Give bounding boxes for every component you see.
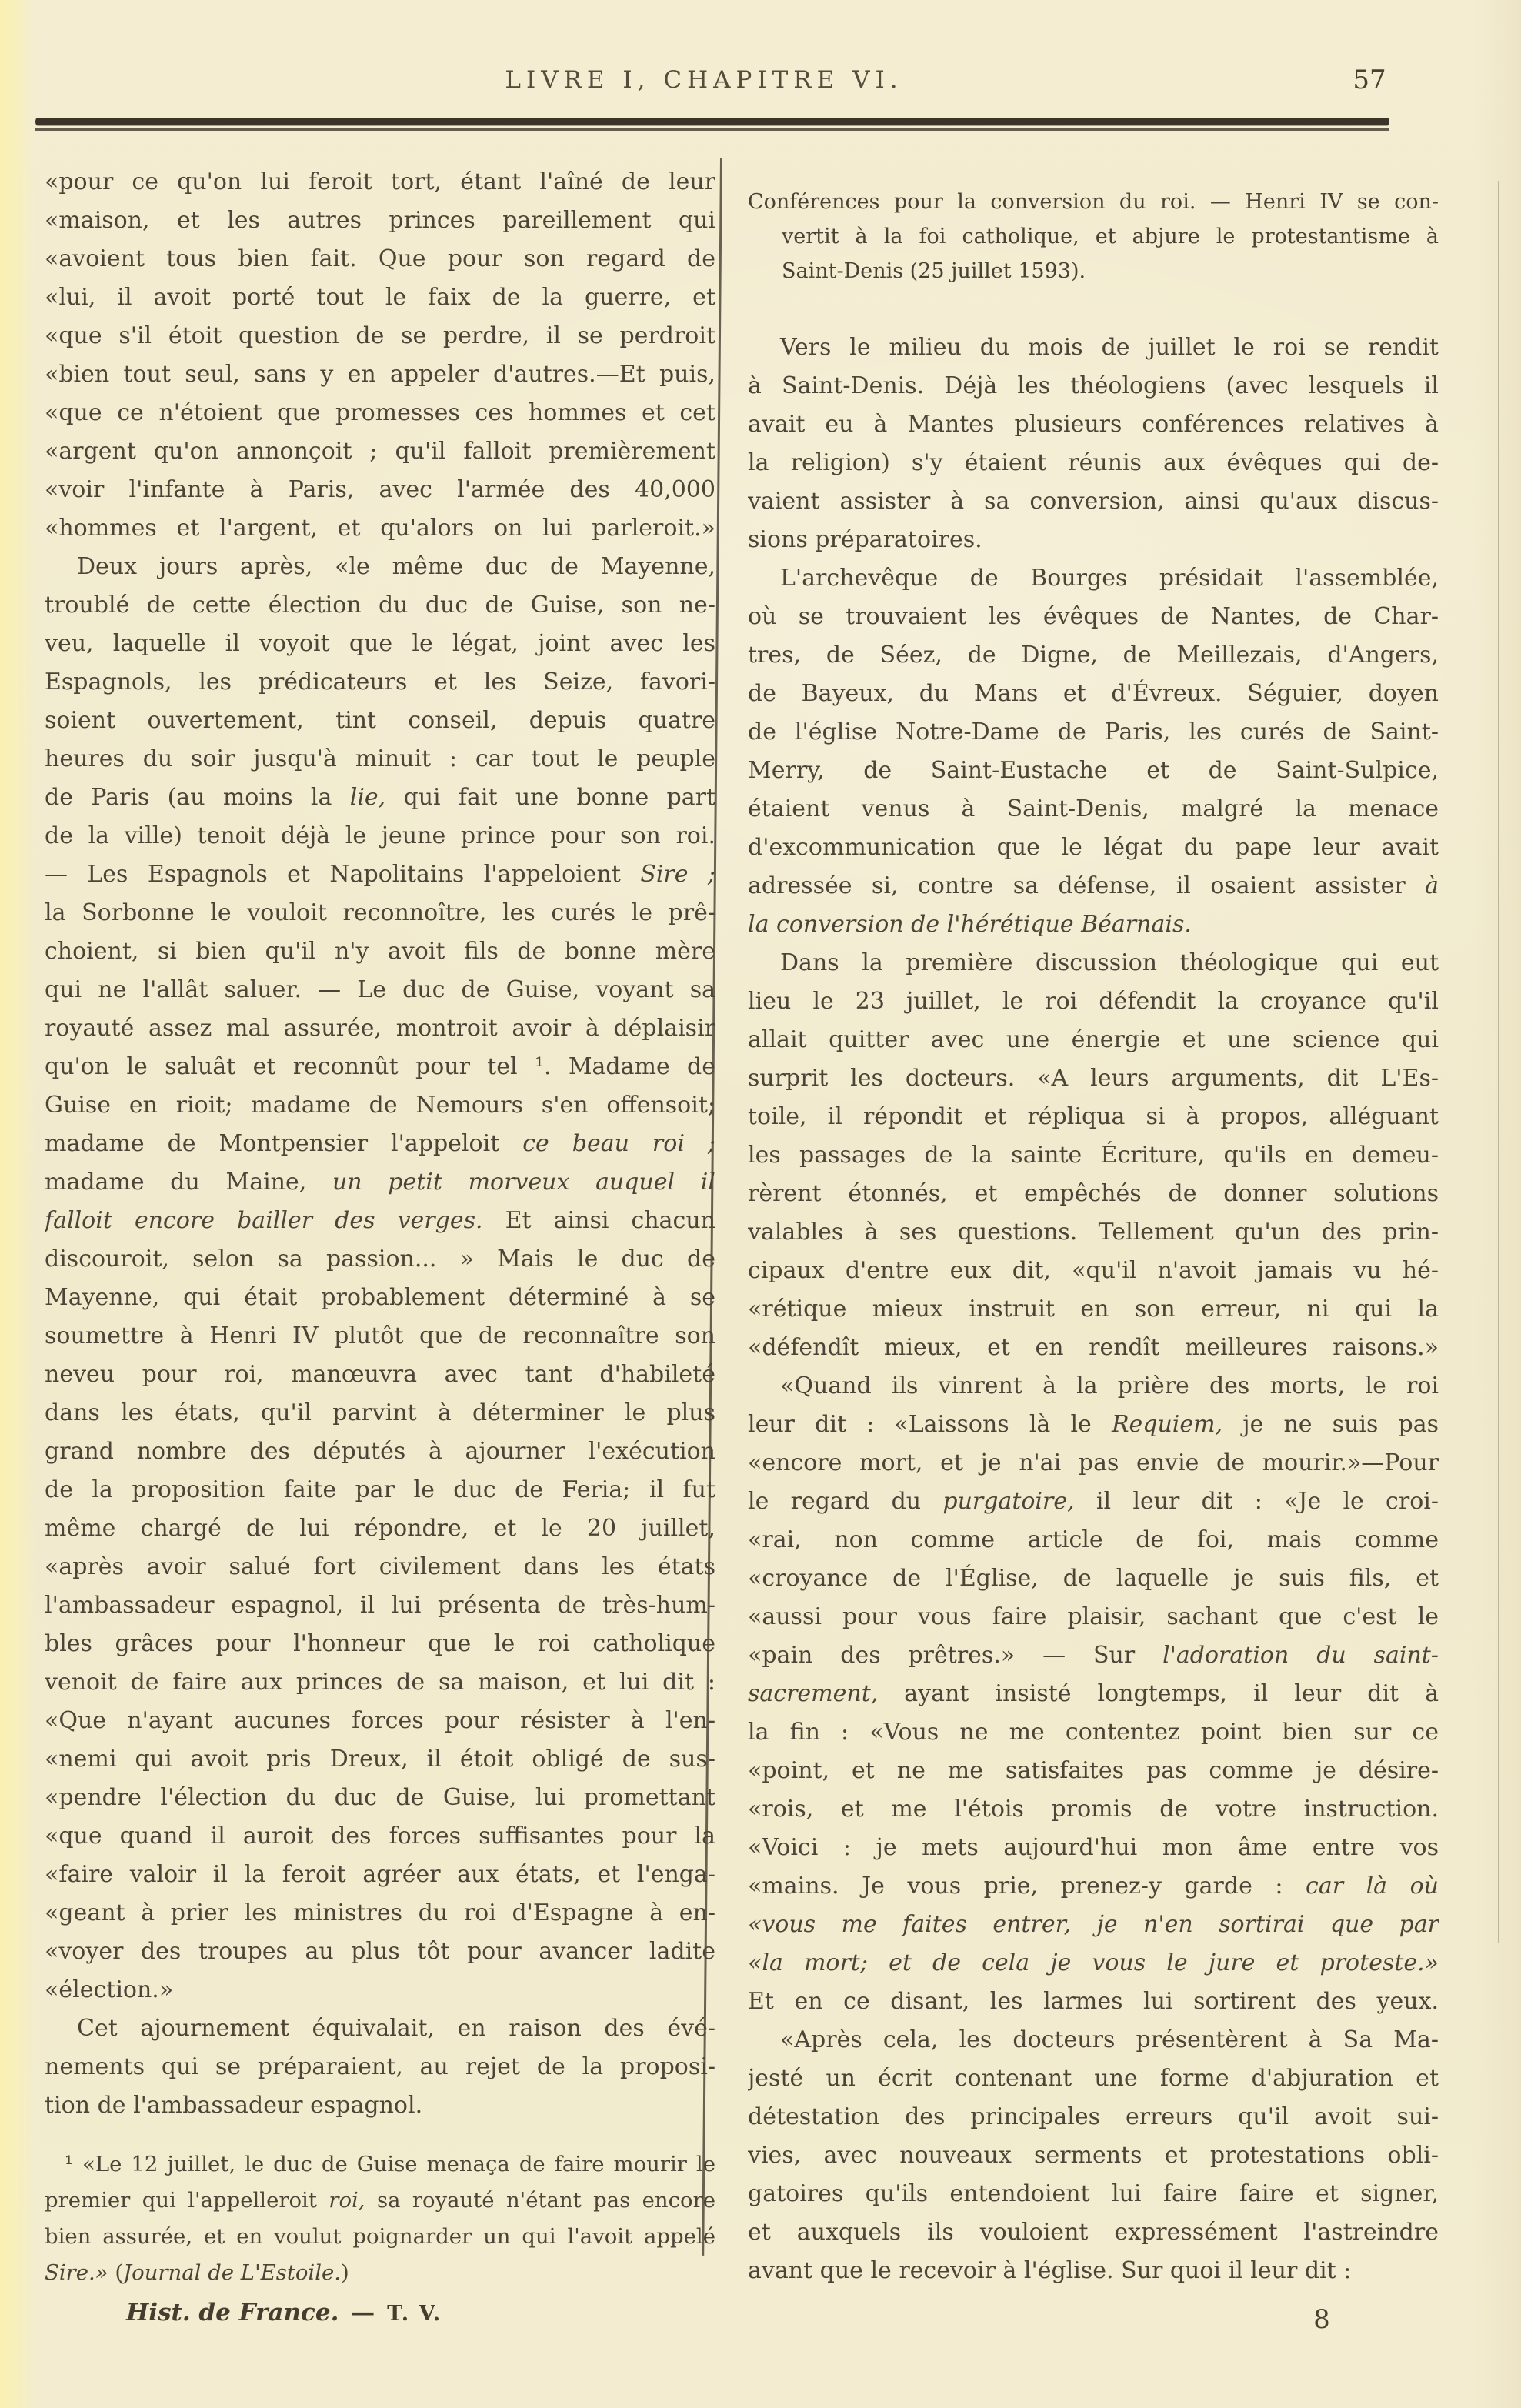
text-line: royauté assez mal assurée, montroit avoir à déplaisir [45, 1015, 715, 1042]
text-line: «nemi qui avoit pris Dreux, il étoit obligé de sus- [45, 1746, 715, 1773]
text-line: gatoires qu'ils entendoient lui faire faire et signer, [748, 2180, 1439, 2207]
text-line: tion de l'ambassadeur espagnol. [45, 2092, 423, 2119]
text-line: grand nombre des députés à ajourner l'exécution [45, 1438, 715, 1465]
text-line: de Bayeux, du Mans et d'Évreux. Séguier, doyen [748, 680, 1439, 707]
signature-dash: — [351, 2299, 375, 2326]
text-line: heures du soir jusqu'à minuit : car tout le peuple [45, 745, 715, 772]
text-line: «Après cela, les docteurs présentèrent à Sa Ma- [780, 2026, 1439, 2053]
text-line: leur dit : «Laissons là le Requiem, je ne suis pas [748, 1411, 1439, 1438]
text-line: troublé de cette élection du duc de Guise, son ne- [45, 592, 715, 619]
text-line: et auxquels ils vouloient expressément l'astreindre [748, 2219, 1439, 2246]
text-line: «Voici : je mets aujourd'hui mon âme entre vos [748, 1834, 1439, 1861]
volume-signature [45, 2296, 715, 2331]
text-line: Deux jours après, «le même duc de Mayenne, [77, 553, 715, 580]
text-line: qui ne l'allât saluer. — Le duc de Guise, voyant sa [45, 976, 715, 1003]
text-line: détestation des principales erreurs qu'il avoit sui- [748, 2103, 1439, 2130]
text-line: «défendît mieux, et en rendît meilleures raisons.» [748, 1334, 1439, 1361]
text-line: Vers le milieu du mois de juillet le roi se rendit [780, 334, 1439, 361]
text-line: à Saint-Denis. Déjà les théologiens (avec lesquels il [748, 372, 1439, 399]
text-line: venoit de faire aux princes de sa maison, et lui dit : [45, 1669, 715, 1696]
text-line: «rois, et me l'étois promis de votre instruction. [748, 1796, 1439, 1823]
text-line: «point, et ne me satisfaites pas comme je désire- [748, 1757, 1439, 1784]
text-line: Sire.» (Journal de L'Estoile.) [45, 2260, 349, 2285]
right-column [748, 185, 1439, 2290]
text-line: vaient assister à sa conversion, ainsi qu'aux discus- [748, 488, 1439, 515]
text-line: «avoient tous bien fait. Que pour son regard de [45, 245, 715, 272]
text-line: tres, de Séez, de Digne, de Meillezais, d'Angers, [748, 642, 1439, 669]
text-line: «hommes et l'argent, et qu'alors on lui parleroit.» [45, 515, 715, 542]
text-line: dans les états, qu'il parvint à déterminer le plus [45, 1399, 715, 1426]
left-column [45, 163, 715, 2331]
text-line: Et en ce disant, les larmes lui sortirent des yeux. [748, 1988, 1439, 2015]
text-line: «croyance de l'Église, de laquelle je suis fils, et [748, 1565, 1439, 1592]
text-line: rèrent étonnés, et empêchés de donner solutions [748, 1180, 1439, 1207]
text-line: «rétique mieux instruit en son erreur, ni qui la [748, 1296, 1439, 1322]
text-line: ¹ «Le 12 juillet, le duc de Guise menaça de faire mourir le [65, 2152, 715, 2176]
text-line: «pendre l'élection du duc de Guise, lui promettant [45, 1784, 715, 1811]
text-line: «que quand il auroit des forces suffisantes pour la [45, 1823, 715, 1849]
sheet-signature-mark: 8 [1313, 2304, 1330, 2335]
text-line: premier qui l'appelleroit roi, sa royauté n'étant pas encore [45, 2188, 715, 2213]
text-line: de l'église Notre-Dame de Paris, les curés de Saint- [748, 719, 1439, 745]
header-rule-thin [35, 128, 1389, 131]
text-line: «que s'il étoit question de se perdre, il se perdroit [45, 322, 715, 349]
right-column-body [748, 329, 1439, 2290]
text-line: l'ambassadeur espagnol, il lui présenta de très-hum- [45, 1592, 715, 1619]
chapter-summary [748, 185, 1439, 288]
text-line: Espagnols, les prédicateurs et les Seize, favori- [45, 669, 715, 695]
text-line: «Que n'ayant aucunes forces pour résister à l'en- [45, 1707, 715, 1734]
text-line: neveu pour roi, manœuvra avec tant d'habileté [45, 1361, 715, 1388]
text-line: Merry, de Saint-Eustache et de Saint-Sulpice, [748, 757, 1439, 784]
footnote [45, 2146, 715, 2291]
text-line: adressée si, contre sa défense, il osaient assister à [748, 872, 1439, 899]
text-line: vies, avec nouveaux serments et protestations obli- [748, 2142, 1439, 2169]
text-line: «lui, il avoit porté tout le faix de la guerre, et [45, 284, 715, 311]
running-head: LIVRE I, CHAPITRE VI. [505, 66, 903, 94]
text-line: «voir l'infante à Paris, avec l'armée des 40,000 [45, 476, 715, 503]
text-line: «après avoir salué fort civilement dans les états [45, 1553, 715, 1580]
text-line: de Paris (au moins la lie, qui fait une bonne part [45, 784, 715, 811]
text-line: étaient venus à Saint-Denis, malgré la menace [748, 795, 1439, 822]
text-line: lieu le 23 juillet, le roi défendit la croyance qu'il [748, 988, 1439, 1015]
text-line: jesté un écrit contenant une forme d'abjuration et [748, 2065, 1439, 2092]
header-rule [35, 118, 1389, 131]
header-rule-thick [35, 118, 1389, 125]
text-line: «vous me faites entrer, je n'en sortirai que par [748, 1911, 1439, 1938]
text-line: soient ouvertement, tint conseil, depuis quatre [45, 707, 715, 734]
text-line: la fin : «Vous ne me contentez point bien sur ce [748, 1719, 1439, 1746]
text-line: «élection.» [45, 1976, 174, 2003]
text-line: Guise en rioit; madame de Nemours s'en offensoit; [45, 1092, 715, 1119]
text-line: — Les Espagnols et Napolitains l'appeloient Sire ; [45, 861, 715, 888]
text-line: discouroit, selon sa passion... » Mais le duc de [45, 1246, 715, 1272]
text-line: «rai, non comme article de foi, mais comme [748, 1526, 1439, 1553]
text-line: falloit encore bailler des verges. Et ainsi chacun [45, 1207, 715, 1234]
text-line: «encore mort, et je n'ai pas envie de mourir.»—Pour [748, 1449, 1439, 1476]
text-line: vertit à la foi catholique, et abjure le protestantisme à [782, 225, 1439, 248]
text-line: «bien tout seul, sans y en appeler d'autres.—Et puis, [45, 361, 715, 388]
text-line: «pain des prêtres.» — Sur l'adoration du saint- [748, 1642, 1439, 1669]
text-line: toile, il répondit et répliqua si à propos, alléguant [748, 1103, 1439, 1130]
text-line: «voyer des troupes au plus tôt pour avancer ladite [45, 1938, 715, 1965]
text-line: choient, si bien qu'il n'y avoit fils de bonne mère [45, 938, 715, 965]
text-line: nements qui se préparaient, au rejet de la proposi- [45, 2053, 715, 2080]
text-line: même chargé de lui répondre, et le 20 juillet, [45, 1515, 715, 1542]
text-line: veu, laquelle il voyoit que le légat, joint avec les [45, 630, 715, 657]
page-edge-line [1498, 181, 1499, 1943]
page-number: 57 [1353, 65, 1386, 95]
text-line: allait quitter avec une énergie et une science qui [748, 1026, 1439, 1053]
text-line: Dans la première discussion théologique qui eut [780, 949, 1439, 976]
text-line: L'archevêque de Bourges présidait l'assemblée, [780, 565, 1439, 592]
text-line: avant que le recevoir à l'église. Sur quoi il leur dit : [748, 2257, 1352, 2284]
text-line: Saint-Denis (25 juillet 1593). [782, 259, 1086, 283]
text-line: soumettre à Henri IV plutôt que de reconnaître son [45, 1322, 715, 1349]
text-line: Cet ajournement équivalait, en raison des évé- [77, 2015, 715, 2042]
text-line: «Quand ils vinrent à la prière des morts, le roi [780, 1372, 1439, 1399]
text-line: «la mort; et de cela je vous le jure et proteste.» [748, 1949, 1439, 1976]
text-line: madame de Montpensier l'appeloit ce beau roi ; [45, 1130, 715, 1157]
text-line: «maison, et les autres princes pareillement qui [45, 207, 715, 234]
text-line: «argent qu'on annonçoit ; qu'il falloit premièrement [45, 438, 715, 465]
text-line: la Sorbonne le vouloit reconnoître, les curés le prê- [45, 899, 715, 926]
text-line: «mains. Je vous prie, prenez-y garde : car là où [748, 1873, 1439, 1899]
text-line: bles grâces pour l'honneur que le roi catholique [45, 1630, 715, 1657]
text-line: de la ville) tenoit déjà le jeune prince pour son roi. [45, 822, 715, 849]
text-line: Mayenne, qui était probablement déterminé à se [45, 1284, 715, 1311]
text-line: bien assurée, et en voulut poignarder un qui l'avoit appelé [45, 2224, 715, 2249]
text-line: le regard du purgatoire, il leur dit : «Je le croi- [748, 1488, 1439, 1515]
text-line: valables à ses questions. Tellement qu'un des prin- [748, 1219, 1439, 1246]
text-line: qu'on le saluât et reconnût pour tel ¹. Madame de [45, 1053, 715, 1080]
text-line: madame du Maine, un petit morveux auquel il [45, 1169, 715, 1196]
text-line: la religion) s'y étaient réunis aux évêques qui de- [748, 449, 1439, 476]
left-column-body [45, 163, 715, 2125]
text-line: d'excommunication que le légat du pape leur avait [748, 834, 1439, 861]
text-line: avait eu à Mantes plusieurs conférences relatives à [748, 411, 1439, 438]
text-line: «que ce n'étoient que promesses ces hommes et cet [45, 399, 715, 426]
text-line: sacrement, ayant insisté longtemps, il leur dit à [748, 1680, 1439, 1707]
text-line: surprit les docteurs. «A leurs arguments, dit L'Es- [748, 1065, 1439, 1092]
text-line: «geant à prier les ministres du roi d'Espagne à en- [45, 1899, 715, 1926]
signature-volume: T. V. [387, 2302, 442, 2326]
text-line: où se trouvaient les évêques de Nantes, de Char- [748, 603, 1439, 630]
text-line: les passages de la sainte Écriture, qu'ils en demeu- [748, 1142, 1439, 1169]
text-line: cipaux d'entre eux dit, «qu'il n'avoit jamais vu hé- [748, 1257, 1439, 1284]
text-line: «faire valoir il la feroit agréer aux états, et l'enga- [45, 1861, 715, 1888]
text-line: «pour ce qu'on lui feroit tort, étant l'aîné de leur [45, 168, 715, 195]
text-line: de la proposition faite par le duc de Feria; il fut [45, 1476, 715, 1503]
text-line: Conférences pour la conversion du roi. — Henri IV se con- [748, 190, 1439, 214]
text-line: sions préparatoires. [748, 526, 982, 553]
text-line: «aussi pour vous faire plaisir, sachant que c'est le [748, 1603, 1439, 1630]
text-line: la conversion de l'hérétique Béarnais. [748, 911, 1192, 938]
signature-work-title: Hist. de France. [126, 2299, 339, 2326]
